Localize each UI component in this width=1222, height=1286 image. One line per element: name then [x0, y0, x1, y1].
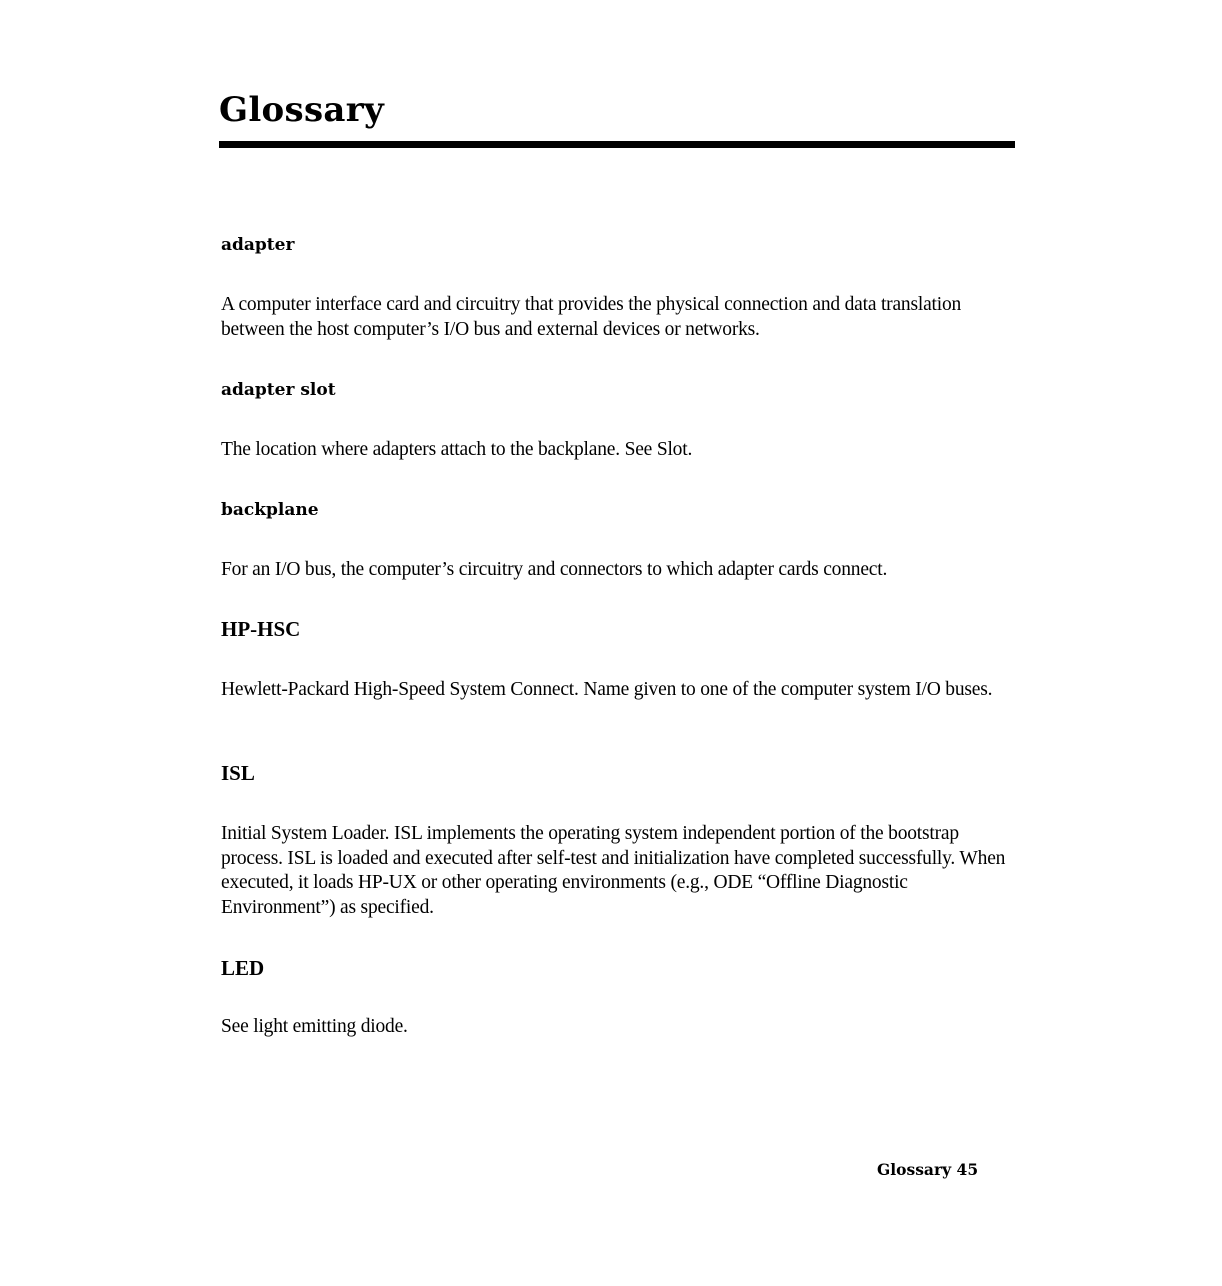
glossary-term: adapter slot: [221, 380, 336, 400]
glossary-term: backplane: [221, 500, 319, 520]
glossary-term: HP-HSC: [221, 617, 301, 641]
glossary-term: ISL: [221, 761, 255, 785]
glossary-definition: For an I/O bus, the computer’s circuitry and connectors to which adapter cards connect.: [221, 559, 888, 580]
glossary-definition: Hewlett-Packard High-Speed System Connect. Name given to one of the computer system I/O buses.: [221, 679, 993, 700]
glossary-definition: The location where adapters attach to the backplane. See Slot.: [221, 439, 693, 460]
page-title: Glossary: [219, 90, 385, 130]
glossary-definition: See light emitting diode.: [221, 1016, 408, 1037]
glossary-definition: A computer interface card and circuitry that provides the physical connection and data translation between the host computer’s I/O bus and external devices or networks.: [221, 294, 962, 340]
glossary-term: adapter: [221, 235, 295, 255]
page-footer: Glossary 45: [877, 1160, 979, 1179]
title-rule: [219, 141, 1015, 148]
glossary-definition: Initial System Loader. ISL implements the operating system independent portion of the bootstrap process. ISL is loaded and executed after self-test and initialization have completed successfully. When executed, it loads HP-UX or other operating environments (e.g., ODE “Offline Diagnostic Environment”) as specified.: [221, 823, 1006, 918]
glossary-term: LED: [221, 956, 265, 980]
